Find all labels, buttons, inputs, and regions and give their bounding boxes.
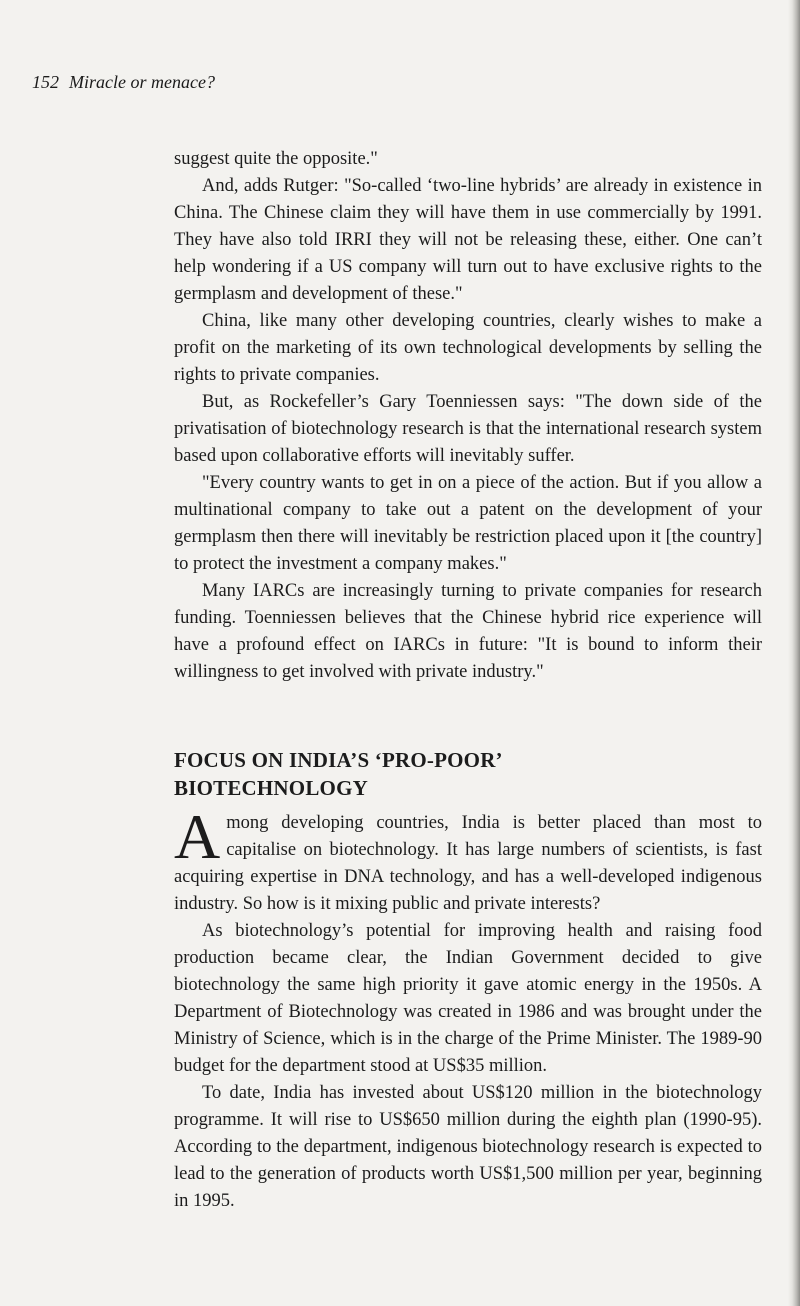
section-first-paragraph (174, 801, 762, 918)
paragraph: And, adds Rutger: "So-called ‘two-line hybrids’ are already in existence in China. The Chinese claim they will have them in use commercially by 1991. They have also told IRRI they will not be releasing these, either. One can’t help wondering if a US company will turn out to have exclusive rights to the germplasm and development of these." (174, 176, 762, 304)
page-edge-shadow (788, 0, 800, 1306)
section-heading-line: FOCUS ON INDIA’S ‘PRO-POOR’ (174, 748, 503, 772)
body-text (174, 146, 762, 1215)
section-heading-line: BIOTECHNOLOGY (174, 776, 368, 800)
book-title: Miracle or menace? (69, 72, 215, 92)
paragraph: China, like many other developing countries, clearly wishes to make a profit on the marketing of its own technological developments by selling the rights to private companies. (174, 311, 762, 385)
paragraph: suggest quite the opposite." (174, 149, 378, 169)
running-head (32, 72, 215, 93)
paragraph: Many IARCs are increasingly turning to private companies for research funding. Toenniessen believes that the Chinese hybrid rice experience will have a profound effect on IARCs in future: "It is bound to inform their willingness to get involved with private industry." (174, 581, 762, 682)
paragraph: But, as Rockefeller’s Gary Toenniessen says: "The down side of the privatisation of biotechnology research is that the international research system based upon collaborative efforts will inevitably suffer. (174, 392, 762, 466)
section-first-paragraph-text: mong developing countries, India is better placed than most to capitalise on biotechnology. It has large numbers of scientists, is fast acquiring expertise in DNA technology, and has a well-developed indigenous industry. So how is it mixing public and private interests? (174, 813, 762, 914)
drop-cap: A (174, 801, 221, 872)
page-number: 152 (32, 72, 59, 92)
paragraph: "Every country wants to get in on a piece of the action. But if you allow a multinational company to take out a patent on the development of your germplasm then there will inevitably be restriction placed upon it [the country] to protect the investment a company makes." (174, 473, 762, 574)
section-heading (174, 746, 762, 802)
paragraph: As biotechnology’s potential for improving health and raising food production became clear, the Indian Government decided to give biotechnology the same high priority it gave atomic energy in the 1950s. A Department of Biotechnology was created in 1986 and was brought under the Ministry of Science, which is in the charge of the Prime Minister. The 1989-90 budget for the department stood at US$35 million. (174, 921, 762, 1076)
paragraph: To date, India has invested about US$120 million in the biotechnology programme. It will rise to US$650 million during the eighth plan (1990-95). According to the department, indigenous biotechnology research is expected to lead to the generation of products worth US$1,500 million per year, beginning in 1995. (174, 1083, 762, 1211)
